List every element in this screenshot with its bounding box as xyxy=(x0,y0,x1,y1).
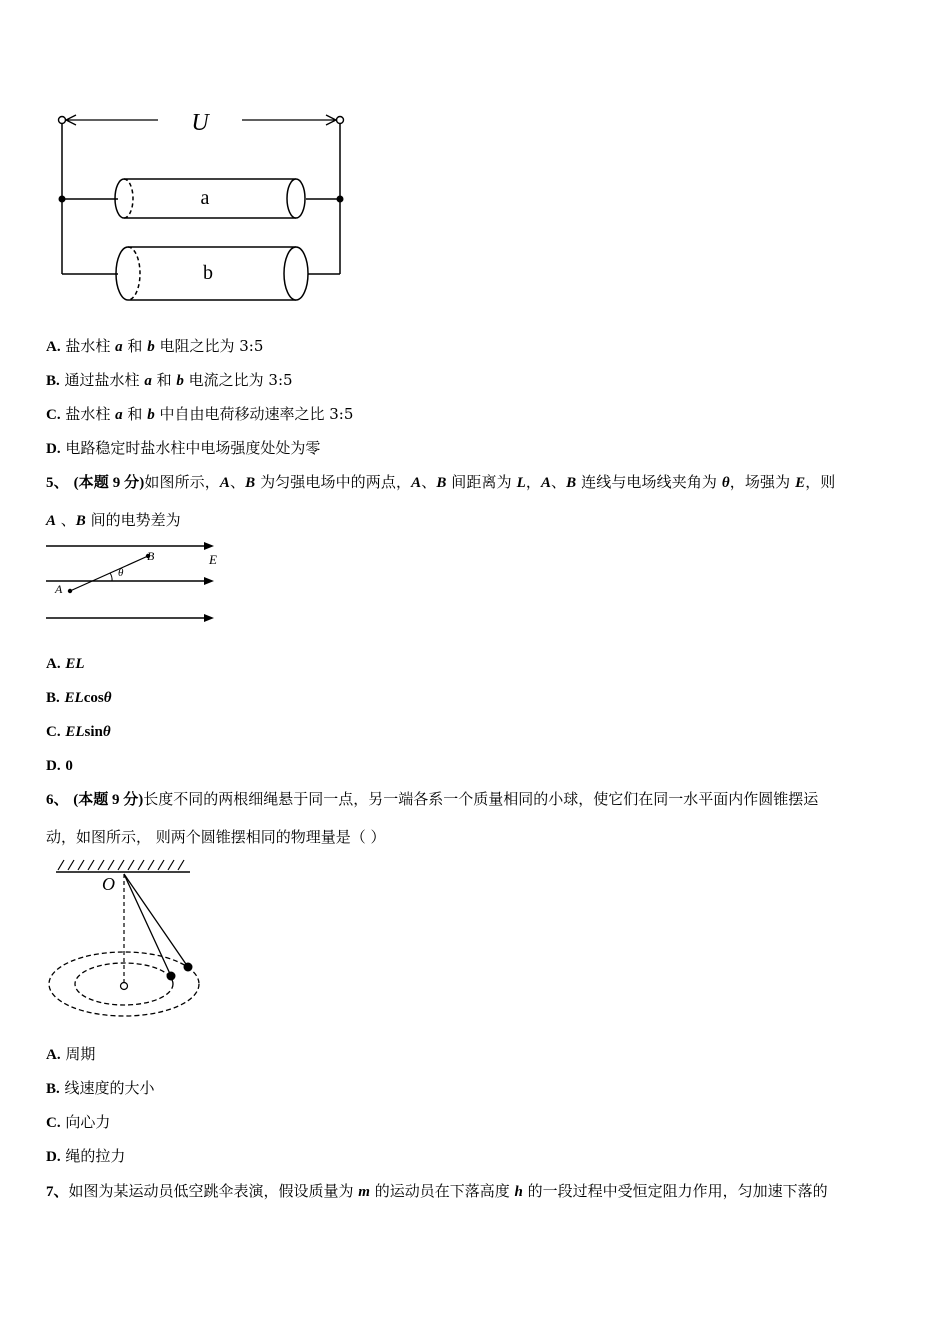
point-a xyxy=(68,589,72,593)
right-terminal xyxy=(337,117,344,124)
label-point-a: A xyxy=(55,582,63,596)
q4-option-a: A. 盐水柱 a 和 b 电阻之比为 3:5 xyxy=(46,337,264,355)
label-pivot-o: O xyxy=(102,874,115,894)
q4-option-d: D. 电路稳定时盐水柱中电场强度处处为零 xyxy=(46,439,321,457)
q4-option-b: B. 通过盐水柱 a 和 b 电流之比为 3:5 xyxy=(46,371,293,389)
q5-stem-line1: 5、 (本题 9 分)如图所示，A、B 为匀强电场中的两点，A、B 间距离为 L，A、B 连线与电场线夹角为 θ，场强为 E，则 xyxy=(46,473,836,491)
label-a: a xyxy=(200,187,210,209)
q6-stem-line1: 6、 (本题 9 分)长度不同的两根细绳悬于同一点，另一端各系一个质量相同的小球，使它们在同一水平面内作圆锥摆运 xyxy=(46,790,819,808)
label-point-b: B xyxy=(147,549,155,563)
q5-field-diagram xyxy=(44,538,234,628)
ball-outer xyxy=(184,963,193,972)
q6-option-c: C. 向心力 xyxy=(46,1113,111,1131)
q5-option-c: C. ELsinθ xyxy=(46,724,111,740)
q7-stem-line1: 7、如图为某运动员低空跳伞表演，假设质量为 m 的运动员在下落高度 h 的一段过程中受恒定阻力作用，匀加速下落的 xyxy=(46,1182,828,1200)
label-theta: θ xyxy=(118,567,124,579)
q4-circuit-diagram xyxy=(50,108,370,318)
ball-inner xyxy=(167,972,176,981)
q5-stem-line2: A 、B 间的电势差为 xyxy=(46,511,181,529)
left-terminal xyxy=(59,117,66,124)
q6-option-a: A. 周期 xyxy=(46,1045,96,1063)
q5-option-d: D. 0 xyxy=(46,758,73,774)
cylinder-b xyxy=(116,247,308,300)
label-field-e: E xyxy=(209,552,217,567)
q6-option-b: B. 线速度的大小 xyxy=(46,1079,155,1097)
voltage-label: U xyxy=(191,110,209,136)
q4-option-c: C. 盐水柱 a 和 b 中自由电荷移动速率之比 3:5 xyxy=(46,405,354,423)
q6-stem-line2: 动，如图所示， 则两个圆锥摆相同的物理量是（ ） xyxy=(46,828,386,846)
q6-option-d: D. 绳的拉力 xyxy=(46,1147,126,1165)
cylinder-a xyxy=(115,179,305,218)
q5-option-a: A. EL xyxy=(46,656,85,672)
q5-option-b: B. ELcosθ xyxy=(46,690,112,706)
q6-conical-pendulum-diagram xyxy=(44,854,214,1024)
label-b: b xyxy=(203,262,213,284)
